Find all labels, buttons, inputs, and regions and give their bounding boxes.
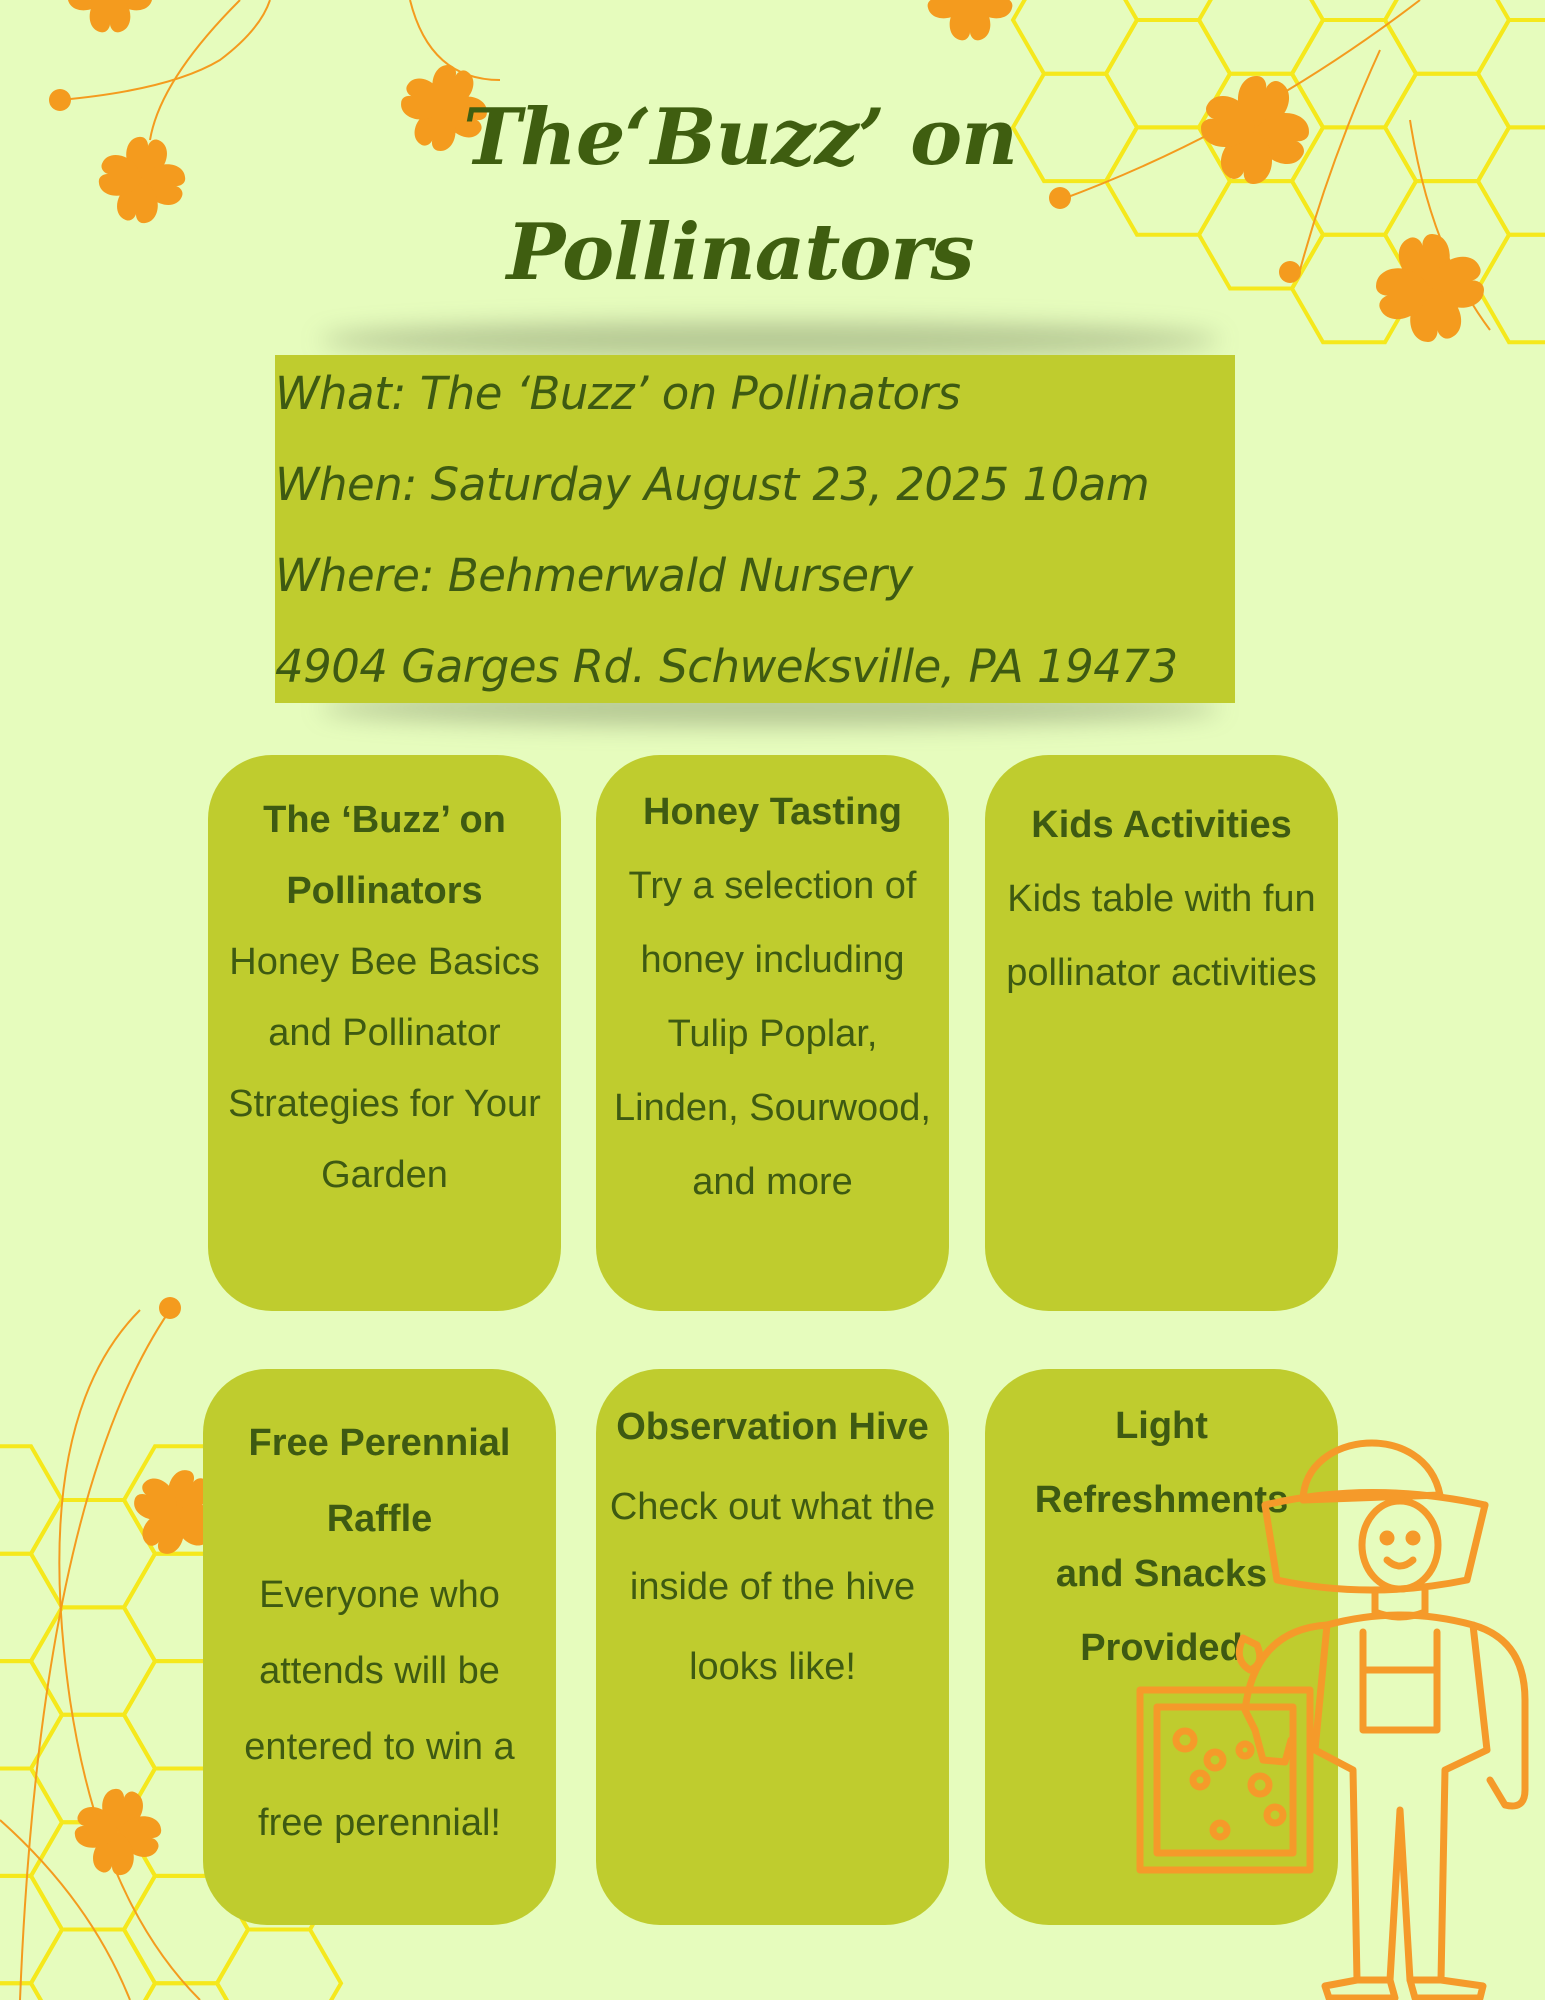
card-honey-tasting <box>596 755 949 1311</box>
berry-dot <box>159 1297 181 1319</box>
card-observation-hive <box>596 1369 949 1925</box>
info-where: Where: Behmerwald Nursery <box>275 549 913 602</box>
honeycomb-cell <box>0 1661 62 1768</box>
vine-stem <box>59 1310 200 2000</box>
orange-flower-icon <box>68 0 153 32</box>
vine-stem <box>150 0 240 140</box>
card-body: Kids table with fun pollinator activities <box>1006 878 1317 994</box>
page-title <box>380 80 1100 311</box>
vine-stem <box>1300 50 1380 270</box>
berry-dot <box>1279 261 1301 283</box>
info-address: 4904 Garges Rd. Schweksville, PA 19473 <box>275 640 1178 693</box>
honeycomb-cell <box>1199 0 1323 74</box>
berry-dot <box>49 89 71 111</box>
honeycomb-cell <box>1292 127 1416 234</box>
orange-flower-icon <box>1369 227 1492 350</box>
honeycomb-cell <box>1385 0 1509 74</box>
honeycomb-cell <box>0 1554 62 1661</box>
event-info-box <box>275 355 1235 703</box>
honeycomb-cell <box>31 1500 155 1607</box>
card-body: Try a selection of honey including Tulip Poplar, Linden, Sourwood, and more <box>614 865 931 1203</box>
honeycomb-cell <box>1199 181 1323 288</box>
info-box-shadow-top <box>320 322 1220 358</box>
honeycomb-cell <box>31 1607 155 1714</box>
honeycomb-cell <box>0 1446 62 1553</box>
honeycomb-cell <box>1013 0 1137 74</box>
honeycomb-cell <box>1478 20 1545 127</box>
card-title: Kids Activities <box>1031 804 1292 846</box>
honeycomb-cell <box>1385 74 1509 181</box>
orange-flower-icon <box>93 131 191 229</box>
card-pollinators-talk <box>208 755 561 1311</box>
card-kids-activities <box>985 755 1338 1311</box>
orange-flower-icon <box>928 0 1013 40</box>
card-body: Check out what the inside of the hive looks like! <box>609 1486 936 1688</box>
card-body: Honey Bee Basics and Pollinator Strategies for Your Garden <box>228 941 541 1196</box>
card-title: Free Perennial Raffle <box>248 1422 511 1540</box>
card-title: The ‘Buzz’ on Pollinators <box>263 799 506 912</box>
card-perennial-raffle <box>203 1369 556 1925</box>
honeycomb-cell <box>31 1930 155 2000</box>
card-title: Light Refreshments and Snacks Provided <box>1034 1405 1289 1669</box>
honeycomb-cell <box>217 1930 341 2000</box>
card-title: Observation Hive <box>616 1406 929 1448</box>
orange-flower-icon <box>69 1783 167 1881</box>
beekeeper-illustration <box>1095 1400 1545 2000</box>
card-body: Everyone who attends will be entered to win a free perennial! <box>244 1574 515 1844</box>
card-title: Honey Tasting <box>643 791 902 833</box>
title-line-2: Pollinators <box>506 207 974 299</box>
info-what: What: The ‘Buzz’ on Pollinators <box>275 367 961 420</box>
honeycomb-cell <box>1478 127 1545 234</box>
honeycomb-cell <box>0 1876 62 1983</box>
info-when: When: Saturday August 23, 2025 10am <box>275 458 1150 511</box>
vine-stem <box>410 0 500 80</box>
title-line-1: The‘Buzz’ on <box>463 92 1017 183</box>
